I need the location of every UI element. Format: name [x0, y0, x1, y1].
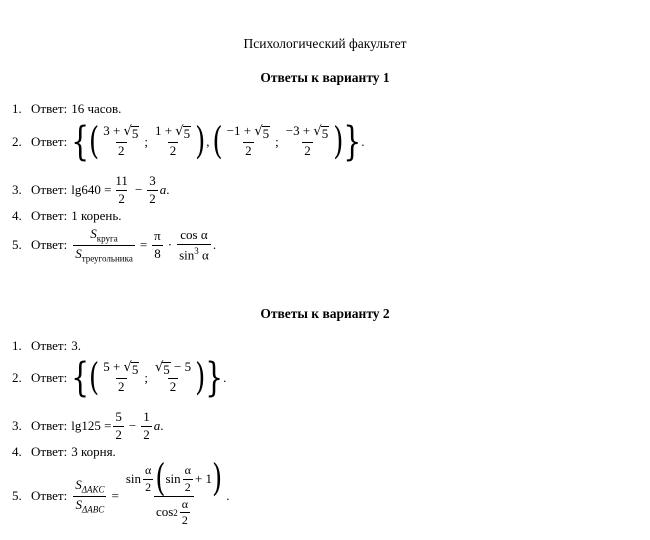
item-number: 5.: [12, 237, 22, 253]
answer-text: 3.: [71, 338, 81, 353]
fraction: $\frac{\pi}{8}$: [154, 228, 161, 261]
item-number: 5.: [12, 488, 22, 504]
fraction: $\frac{1}{2}$: [143, 409, 150, 442]
fraction: 3 + √ 5 2: [103, 123, 139, 159]
v1-answer-3: [12, 174, 170, 207]
fraction: −3 + √ 5 2: [285, 123, 329, 159]
right-paren: ): [212, 457, 223, 502]
right-brace: }: [205, 352, 224, 401]
fraction: $\frac{\alpha}{2}$: [181, 496, 189, 528]
right-paren: ): [333, 119, 344, 164]
fraction: $\frac{5}{2}$: [115, 409, 122, 442]
v2-answer-1: [12, 338, 81, 354]
right-paren: ): [195, 355, 206, 400]
left-paren: (: [89, 355, 100, 400]
answer-formula: lg125 = $\frac{5}{2}$ − $\frac{1}{2}$ a .: [71, 409, 164, 442]
answer-label: Ответ:: [31, 237, 68, 253]
item-number: 3.: [12, 418, 22, 434]
answer-text: 1 корень.: [71, 208, 122, 223]
item-number: 1.: [12, 101, 22, 116]
v2-answer-2: [12, 352, 227, 401]
v1-answer-4: [12, 208, 122, 224]
answer-formula: $\frac{S_{круга}}{S_{треугольника}}$ = $\frac{\pi}{8}$ · $\frac{\text{cos α}}{\sin^3 \alpha}$ .: [75, 226, 217, 264]
answer-text: 3 корня.: [71, 444, 116, 459]
variant-2-title: Ответы к варианту 2: [260, 306, 390, 321]
answer-text: 16 часов.: [71, 101, 122, 116]
answer-label: Ответ:: [31, 101, 68, 116]
answer-label: Ответ:: [31, 182, 68, 198]
v1-answer-5: [12, 227, 216, 264]
item-number: 4.: [12, 208, 22, 223]
fraction: $\frac{S_{\Delta AKC}}{S_{\Delta ABC}}$: [75, 476, 105, 515]
left-paren: (: [212, 119, 223, 164]
answer-label: Ответ:: [31, 444, 68, 459]
answer-formula: $\frac{S_{\Delta AKC}}{S_{\Delta ABC}}$ = sin $\frac{\alpha}{2}$ ( sin $\frac{\alpha}{2}$ + 1 ) cos 2 $\frac{\alpha}{2}$ .: [75, 457, 230, 528]
item-number: 4.: [12, 444, 22, 459]
answer-label: Ответ:: [31, 418, 68, 434]
fraction: $\frac{S_{круга}}{S_{треугольника}}$: [75, 226, 133, 264]
fraction: √ 5 − 5 2: [154, 359, 192, 395]
fraction: 5 + √ 5 2: [103, 359, 139, 395]
answer-label: Ответ:: [31, 208, 68, 223]
faculty-heading: Психологический факультет: [243, 36, 407, 51]
right-brace: }: [343, 116, 362, 165]
fraction: $\frac{\alpha}{2}$: [145, 463, 152, 494]
left-brace: {: [71, 116, 90, 165]
item-number: 3.: [12, 182, 22, 198]
answer-formula: { ( 5 + √ 5 2 ; √ 5 − 5 2 ) } .: [71, 352, 227, 401]
item-number: 2.: [12, 133, 22, 149]
left-paren: (: [89, 119, 100, 164]
answer-label: Ответ:: [31, 488, 68, 504]
answer-label: Ответ:: [31, 338, 68, 353]
v1-answer-2: [12, 116, 365, 165]
item-number: 2.: [12, 369, 22, 385]
fraction: $\frac{\alpha}{2}$: [184, 463, 191, 494]
fraction: $\frac{11}{2}$: [115, 173, 128, 206]
left-brace: {: [71, 352, 90, 401]
item-number: 1.: [12, 338, 22, 353]
answer-label: Ответ:: [31, 369, 68, 385]
answer-formula: { ( 3 + √ 5 2 ; 1 + √ 5 2 ) , ( −1 + √ 5 2 ; −3 + √ 5 2 ) } .: [71, 116, 365, 165]
fraction: $\frac{3}{2}$: [149, 173, 156, 206]
answer-label: Ответ:: [31, 133, 68, 149]
fraction: 1 + √ 5 2: [154, 123, 191, 159]
v2-answer-5: [12, 457, 230, 528]
fraction: −1 + √ 5 2: [226, 123, 270, 159]
right-paren: ): [195, 119, 206, 164]
left-paren: (: [155, 457, 166, 502]
v2-answer-4: [12, 444, 116, 460]
v1-answer-1: [12, 101, 121, 117]
fraction: sin $\frac{\alpha}{2}$ ( sin $\frac{\alpha}{2}$ + 1 ) cos 2 $\frac{\alpha}{2}$: [125, 457, 223, 528]
answer-formula: lg640 = $\frac{11}{2}$ − $\frac{3}{2}$ a .: [71, 173, 170, 206]
v2-answer-3: [12, 410, 164, 443]
variant-1-title: Ответы к варианту 1: [260, 70, 390, 85]
fraction: $\frac{\text{cos α}}{\sin^3 \alpha}$: [179, 226, 209, 263]
